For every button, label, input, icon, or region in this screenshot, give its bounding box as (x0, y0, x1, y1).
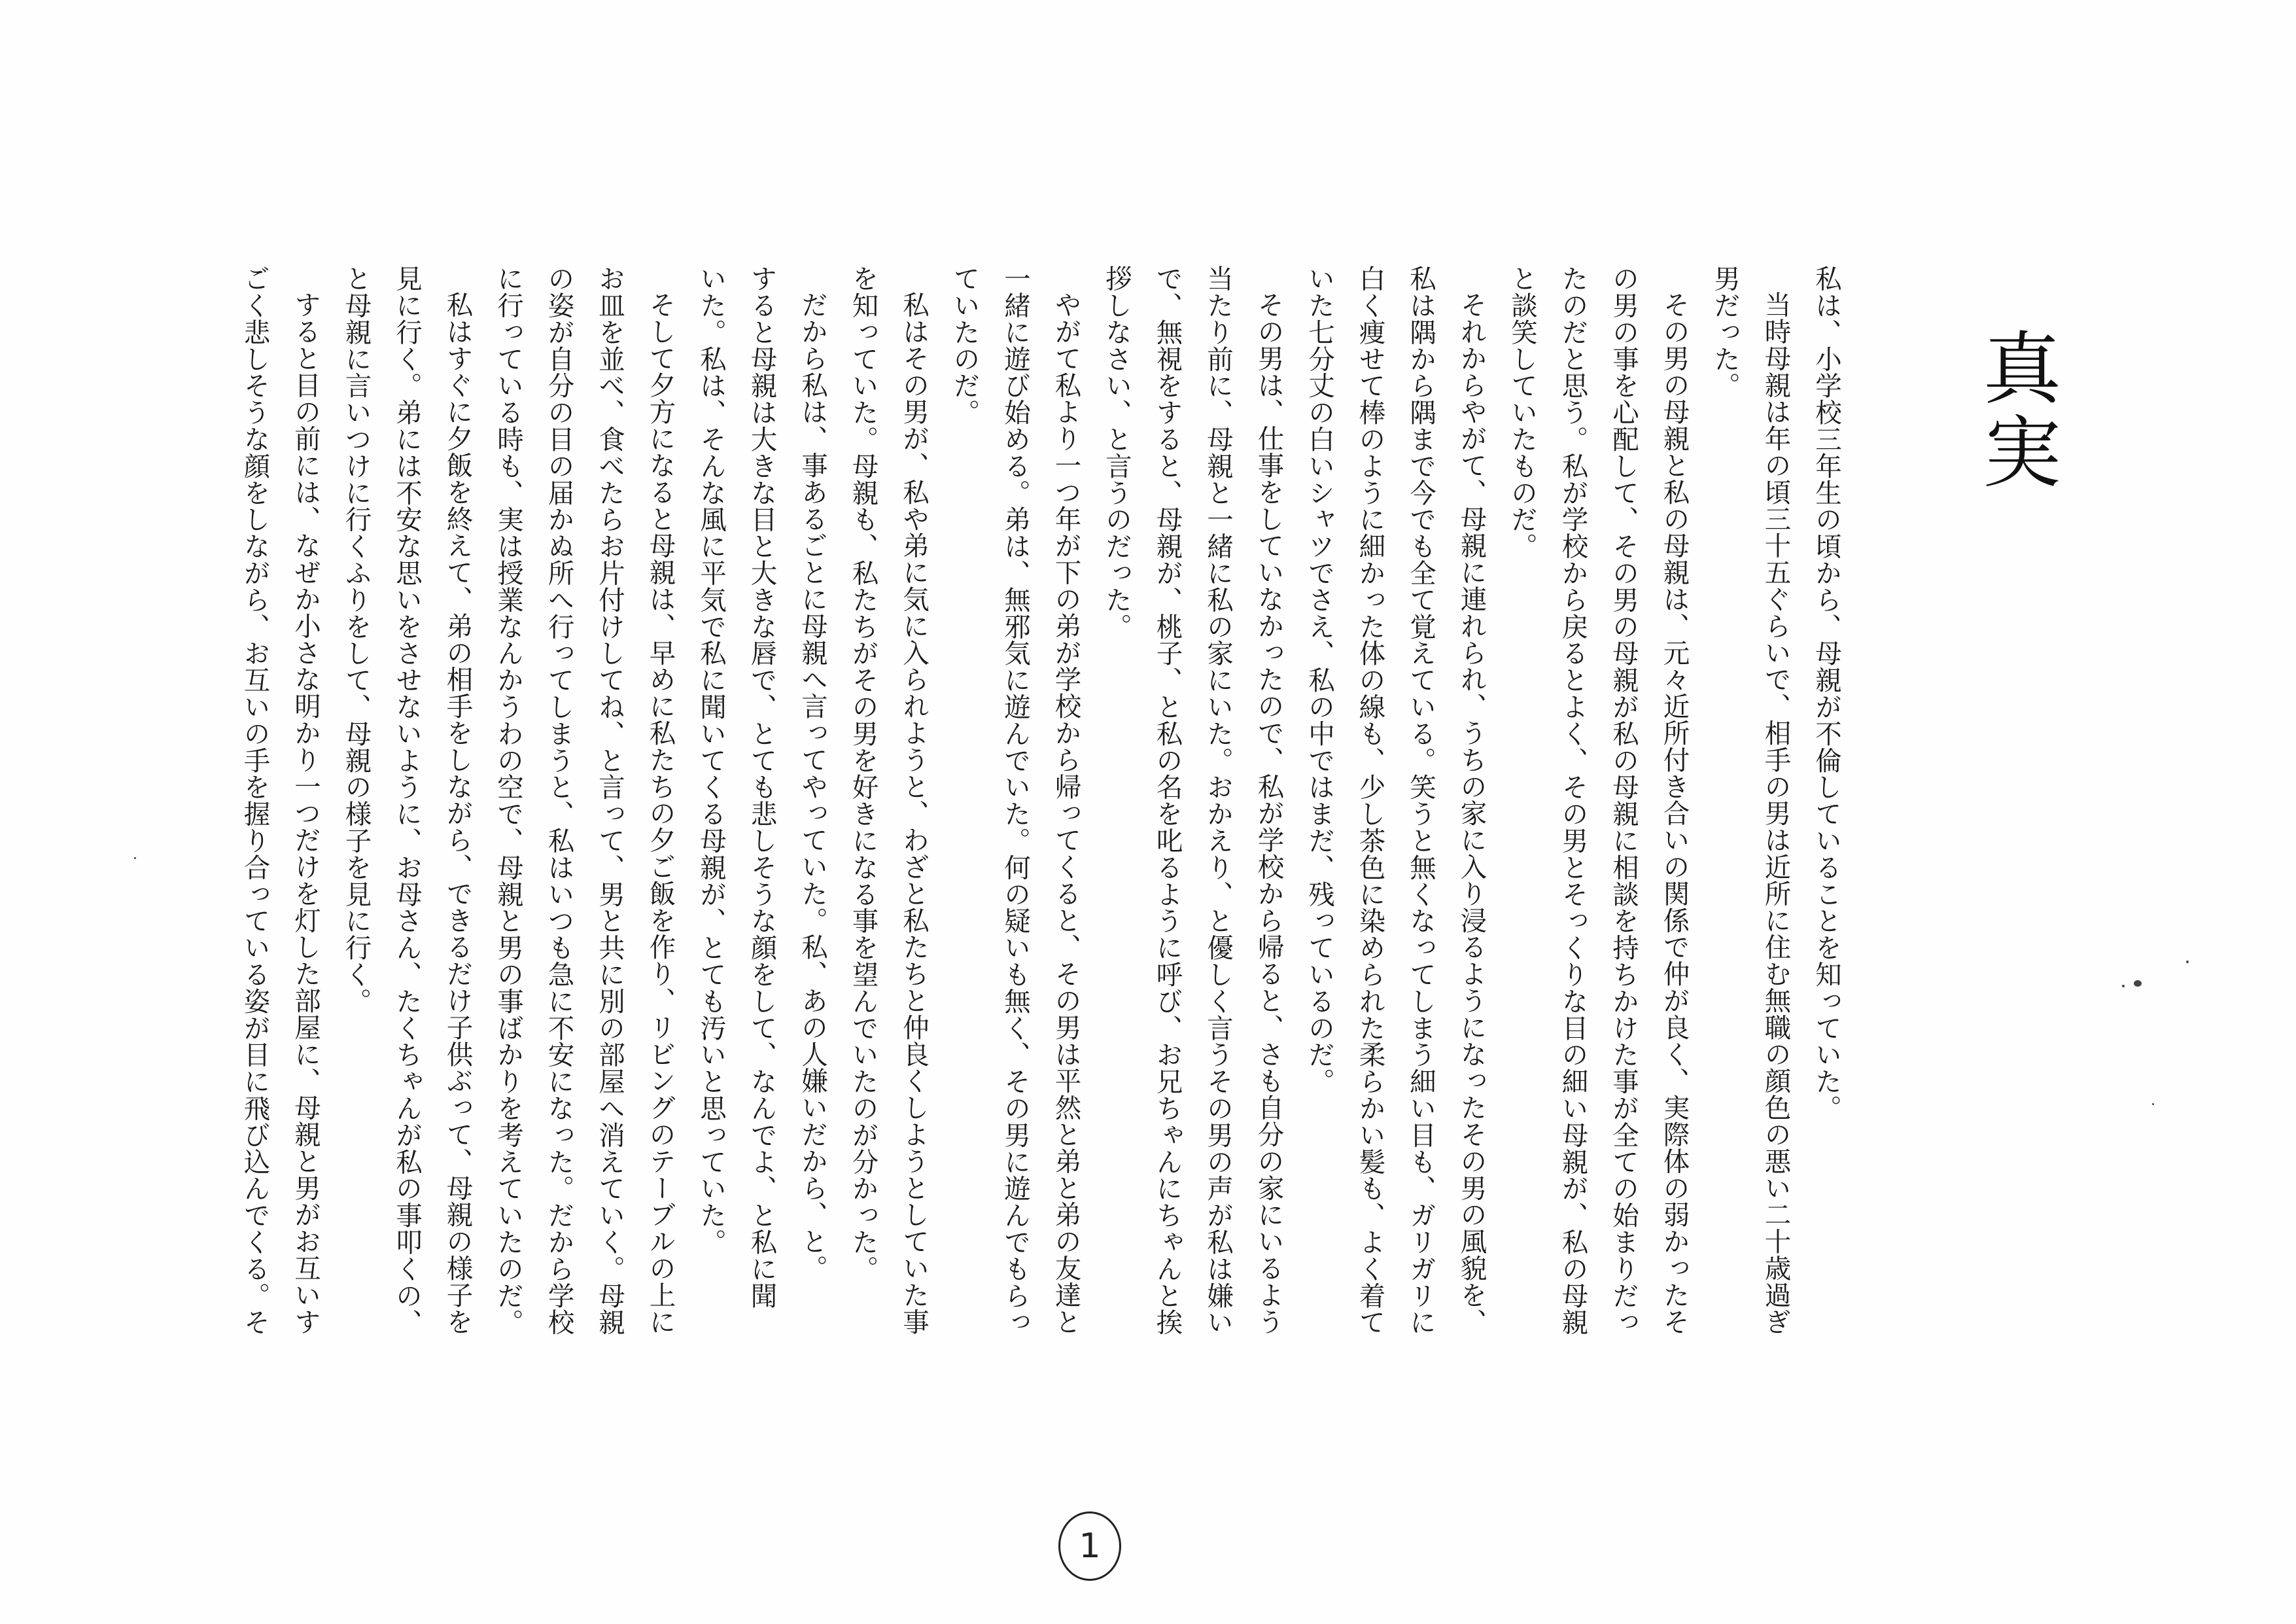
text-line: を知っていた。母親も、私たちがその男を好きになる事を望んでいたのが分かった。 (847, 265, 879, 1282)
scan-speck (2134, 980, 2142, 987)
text-line: 一緒に遊び始める。弟は、無邪気に遊んでいた。何の疑いも無く、その男に遊んでもらっ (1000, 265, 1031, 1336)
text-line: そして夕方になると母親は、早めに私たちの夕ご飯を作り、リビングのテーブルの上に (644, 291, 676, 1335)
text-line: 拶しなさい、と言うのだった。 (1101, 265, 1132, 640)
text-line: すると母親は大きな目と大きな唇で、とても悲しそうな顔をして、なんでよ、と私に聞 (746, 265, 778, 1309)
scan-speck (2122, 985, 2125, 987)
text-line: いた。私は、そんな風に平気で私に聞いてくる母親が、とても汚いと思っていた。 (695, 265, 727, 1256)
text-line: その男の母親と私の母親は、元々近所付き合いの関係で仲が良く、実際体の弱かったそ (1658, 291, 1690, 1335)
text-line: に行っている時も、実は授業なんかうわの空で、母親と男の事ばかりを考えていたのだ。 (493, 265, 524, 1335)
text-line: の姿が自分の目の届かぬ所へ行ってしまうと、私はいつも急に不安になった。だから学校 (543, 265, 575, 1335)
text-line: それからやがて、母親に連れられ、うちの家に入り浸るようになったその男の風貌を、 (1455, 291, 1487, 1335)
text-line: 男だった。 (1709, 265, 1741, 399)
text-line: だから私は、事あるごとに母親へ言ってやっていた。私、あの人嫌いだから、と。 (797, 291, 828, 1282)
text-line: やがて私より一つ年が下の弟が学校から帰ってくると、その男は平然と弟と弟の友達と (1050, 291, 1082, 1335)
text-line: で、無視をすると、母親が、桃子、と私の名を叱るように呼び、お兄ちゃんにちゃんと挨 (1151, 265, 1183, 1335)
scan-speck (2152, 1103, 2154, 1105)
text-line: すると目の前には、なぜか小さな明かり一つだけを灯した部屋に、母親と男がお互いす (290, 291, 321, 1335)
text-line: 白く痩せて棒のように細かった体の線も、少し茶色に染められた柔らかい髪も、よく着て (1354, 265, 1386, 1335)
text-line: の男の事を心配して、その男の母親が私の母親に相談を持ちかけた事が全ての始まりだっ (1608, 265, 1639, 1335)
text-line: ごく悲しそうな顔をしながら、お互いの手を握り合っている姿が目に飛び込んでくる。そ (239, 265, 271, 1335)
text-line: 当時母親は年の頃三十五ぐらいで、相手の男は近所に住む無職の顔色の悪い二十歳過ぎ (1760, 291, 1792, 1335)
scan-speck (2186, 961, 2189, 963)
text-line: たのだと思う。私が学校から戻るとよく、その男とそっくりな目の細い母親が、私の母親 (1557, 265, 1589, 1336)
story-title: 真実 (1970, 327, 2061, 495)
scan-speck (134, 857, 136, 859)
text-line: ていたのだ。 (948, 265, 981, 426)
text-line: お皿を並べ、食べたらお片付けしてね、と言って、男と共に別の部屋へ消えていく。母親 (594, 265, 625, 1335)
page-number: 1 (1058, 1511, 1121, 1581)
text-line: 当たり前に、母親と一緒に私の家にいた。おかえり、と優しく言うその男の声が私は嫌い (1202, 265, 1234, 1336)
text-line: いた七分丈の白いシャツでさえ、私の中ではまだ、残っているのだ。 (1304, 265, 1335, 1095)
text-line: 私は、小学校三年生の頃から、母親が不倫していることを知っていた。 (1811, 265, 1842, 1121)
text-line: 私はその男が、私や弟に気に入られようと、わざと私たちと仲良くしようとしていた事 (898, 291, 930, 1335)
text-line: 私は隅から隅まで今でも全て覚えている。笑うと無くなってしまう細い目も、ガリガリに (1405, 265, 1436, 1335)
text-line: その男は、仕事をしていなかったので、私が学校から帰ると、さも自分の家にいるよう (1253, 291, 1285, 1335)
text-line: と母親に言いつけに行くふりをして、母親の様子を見に行く。 (340, 265, 372, 1015)
text-line: 見に行く。弟には不安な思いをさせないように、お母さん、たくちゃんが私の事叩くの、 (391, 265, 423, 1335)
story-body (239, 265, 1851, 1462)
text-line: と談笑していたものだ。 (1506, 265, 1538, 559)
text-line: 私はすぐに夕飯を終えて、弟の相手をしながら、できるだけ子供ぶって、母親の様子を (442, 291, 474, 1335)
